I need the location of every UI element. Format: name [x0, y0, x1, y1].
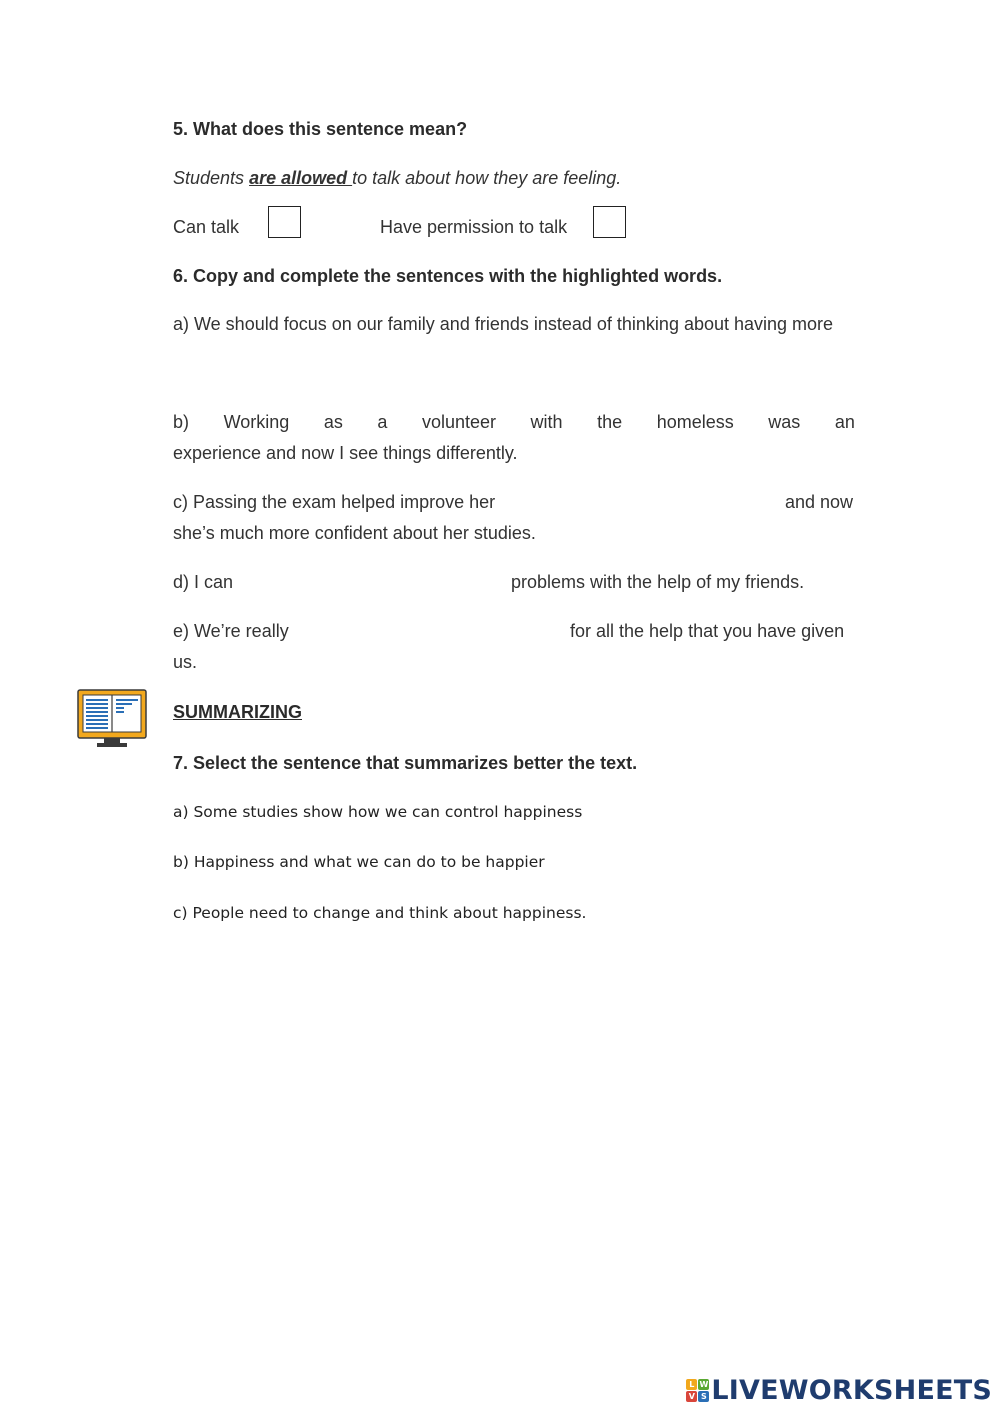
word: volunteer	[421, 412, 496, 432]
logo-mark-icon: L W V S	[686, 1379, 709, 1402]
computer-monitor-icon	[77, 689, 147, 749]
sentence-b-line2: experience and now I see things differently.	[173, 443, 518, 463]
sentence-c-start: c) Passing the exam helped improve her	[173, 492, 496, 512]
answer-option-a[interactable]: a) Some studies show how we can control happiness	[173, 803, 583, 821]
question-6-title: 6. Copy and complete the sentences with the highlighted words.	[173, 266, 723, 286]
sentence-a: a) We should focus on our family and friends instead of thinking about having more	[173, 314, 834, 334]
option-permission-label: Have permission to talk	[380, 217, 568, 237]
answer-option-c[interactable]: c) People need to change and think about happiness.	[173, 904, 587, 922]
sentence-d-end: problems with the help of my friends.	[511, 572, 805, 592]
sentence-e-line2: us.	[173, 652, 198, 672]
question-5-sentence	[173, 167, 621, 189]
question-5-title: 5. What does this sentence mean?	[173, 119, 468, 139]
option-can-talk-label: Can talk	[173, 217, 240, 237]
answer-blank-a[interactable]	[173, 345, 855, 371]
sentence-c-line2: she’s much more confident about her studies.	[173, 523, 536, 543]
sentence-end: to talk about how they are feeling.	[352, 168, 622, 188]
word: as	[323, 412, 343, 432]
word: with	[530, 412, 563, 432]
section-heading: SUMMARIZING	[173, 702, 302, 722]
question-7-title: 7. Select the sentence that summarizes better the text.	[173, 753, 638, 773]
answer-blank-c[interactable]	[515, 488, 777, 514]
logo-text: LIVEWORKSHEETS	[711, 1374, 992, 1406]
sentence-d-start: d) I can	[173, 572, 234, 592]
sentence-c-end: and now	[785, 492, 854, 512]
word: homeless	[656, 412, 734, 432]
sentence-e-start: e) We’re really	[173, 621, 289, 641]
highlighted-words: are allowed	[249, 168, 353, 188]
sentence-start: Students	[173, 168, 250, 188]
word: Working	[223, 412, 290, 432]
word: an	[834, 412, 855, 432]
sentence-e-end: for all the help that you have given	[570, 621, 845, 641]
permission-checkbox[interactable]	[593, 206, 626, 238]
word: a	[377, 412, 388, 432]
word: was	[768, 412, 801, 432]
liveworksheets-logo	[686, 1373, 992, 1407]
sentence-b-line1	[173, 411, 855, 433]
word: the	[597, 412, 623, 432]
answer-option-b[interactable]: b) Happiness and what we can do to be happier	[173, 853, 545, 871]
can-talk-checkbox[interactable]	[268, 206, 301, 238]
answer-blank-d[interactable]	[242, 568, 504, 594]
word: b)	[173, 412, 190, 432]
answer-blank-e[interactable]	[300, 617, 562, 643]
